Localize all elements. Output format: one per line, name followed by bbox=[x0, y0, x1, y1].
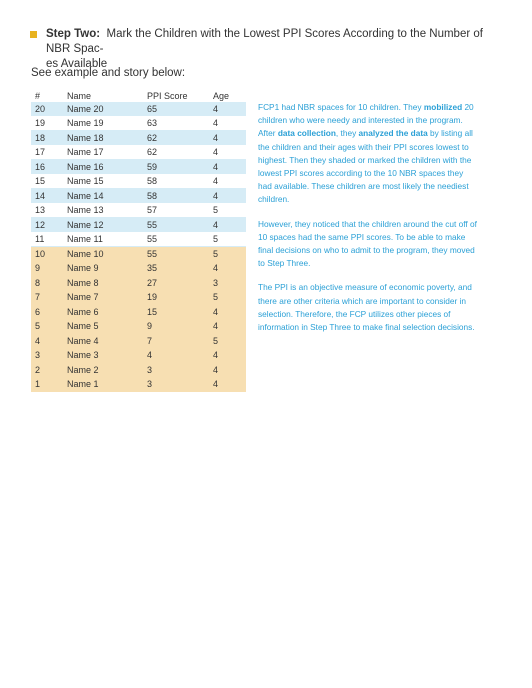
row-number: 7 bbox=[31, 290, 63, 305]
step-description-line1: Mark the Children with the Lowest PPI Scores According to the Number of NBR Spac- bbox=[46, 28, 483, 55]
table-body bbox=[31, 102, 246, 392]
row-name: Name 8 bbox=[63, 276, 143, 291]
row-age: 4 bbox=[209, 319, 246, 334]
row-ppi-score: 63 bbox=[143, 116, 209, 131]
row-number: 9 bbox=[31, 261, 63, 276]
story-paragraph-3: The PPI is an objective measure of economic poverty, and there are other criteria which are important to consider in selection. Therefore, the FCP utilizes other pieces of information in Step Three to make final selection decisions. bbox=[258, 282, 475, 333]
row-age: 4 bbox=[209, 363, 246, 378]
row-name: Name 16 bbox=[63, 160, 143, 175]
row-name: Name 9 bbox=[63, 261, 143, 276]
square-bullet-icon bbox=[30, 31, 37, 38]
row-ppi-score: 58 bbox=[143, 189, 209, 204]
header-name: Name bbox=[67, 91, 92, 101]
row-ppi-score: 3 bbox=[143, 363, 209, 378]
row-number: 3 bbox=[31, 348, 63, 363]
row-ppi-score: 57 bbox=[143, 203, 209, 218]
table-row bbox=[31, 290, 246, 305]
row-age: 4 bbox=[209, 102, 246, 116]
story-run: by listing all the children and their ages with their PPI scores lowest to highest. Then they shaded or marked the children with the lowest PPI scores according to the 10 NBR spaces they had available. These children are most likely the neediest children. bbox=[258, 128, 473, 205]
row-ppi-score: 9 bbox=[143, 319, 209, 334]
header-number: # bbox=[35, 91, 41, 101]
row-ppi-score: 55 bbox=[143, 247, 209, 262]
table-row bbox=[31, 189, 246, 204]
table-row bbox=[31, 261, 246, 276]
table-row bbox=[31, 247, 246, 262]
row-name: Name 12 bbox=[63, 218, 143, 233]
row-number: 15 bbox=[31, 174, 63, 189]
table-row bbox=[31, 218, 246, 233]
row-ppi-score: 4 bbox=[143, 348, 209, 363]
story-emphasis: analyzed the data bbox=[358, 128, 428, 139]
step-two-heading bbox=[30, 27, 500, 72]
table-row bbox=[31, 276, 246, 291]
row-ppi-score: 58 bbox=[143, 174, 209, 189]
row-age: 4 bbox=[209, 116, 246, 131]
row-ppi-score: 15 bbox=[143, 305, 209, 320]
row-age: 4 bbox=[209, 145, 246, 160]
table-row bbox=[31, 319, 246, 334]
header-age: Age bbox=[213, 91, 230, 101]
row-number: 14 bbox=[31, 189, 63, 204]
table-row bbox=[31, 363, 246, 378]
row-age: 4 bbox=[209, 305, 246, 320]
row-ppi-score: 19 bbox=[143, 290, 209, 305]
table-row bbox=[31, 334, 246, 349]
row-name: Name 5 bbox=[63, 319, 143, 334]
row-number: 17 bbox=[31, 145, 63, 160]
row-ppi-score: 55 bbox=[143, 218, 209, 233]
row-name: Name 18 bbox=[63, 131, 143, 146]
row-age: 3 bbox=[209, 276, 246, 291]
row-name: Name 15 bbox=[63, 174, 143, 189]
row-age: 4 bbox=[209, 174, 246, 189]
table-row bbox=[31, 102, 246, 116]
table-row bbox=[31, 377, 246, 392]
story-run: 20 children who were needy and interested in the program. After bbox=[258, 102, 474, 139]
row-number: 4 bbox=[31, 334, 63, 349]
row-age: 5 bbox=[209, 290, 246, 305]
row-number: 1 bbox=[31, 377, 63, 392]
row-age: 5 bbox=[209, 334, 246, 349]
story-paragraph-2: However, they noticed that the children around the cut off of 10 spaces had the same PPI scores. To be able to make final decisions on who to admit to the program, they moved to Step Three. bbox=[258, 218, 477, 269]
row-number: 16 bbox=[31, 160, 63, 175]
table-row bbox=[31, 160, 246, 175]
story-run: FCP1 had NBR spaces for 10 children. They bbox=[258, 102, 424, 112]
table-row bbox=[31, 232, 246, 247]
row-ppi-score: 62 bbox=[143, 131, 209, 146]
row-number: 10 bbox=[31, 247, 63, 262]
row-number: 18 bbox=[31, 131, 63, 146]
row-number: 5 bbox=[31, 319, 63, 334]
story-emphasis: mobilized bbox=[423, 102, 463, 112]
row-age: 4 bbox=[209, 189, 246, 204]
row-age: 5 bbox=[209, 232, 246, 247]
row-ppi-score: 35 bbox=[143, 261, 209, 276]
row-ppi-score: 55 bbox=[143, 232, 209, 247]
row-number: 6 bbox=[31, 305, 63, 320]
row-age: 5 bbox=[209, 203, 246, 218]
step-two-text bbox=[46, 27, 500, 72]
row-name: Name 10 bbox=[63, 247, 143, 262]
table-header-row bbox=[31, 90, 246, 102]
story-text bbox=[258, 101, 478, 345]
row-number: 12 bbox=[31, 218, 63, 233]
step-description-line2: es Available bbox=[46, 58, 108, 70]
table-row bbox=[31, 116, 246, 131]
story-emphasis: data collection bbox=[277, 128, 336, 139]
row-number: 2 bbox=[31, 363, 63, 378]
story-paragraph-1 bbox=[258, 101, 478, 207]
row-ppi-score: 65 bbox=[143, 102, 209, 116]
row-age: 5 bbox=[209, 247, 246, 262]
row-name: Name 7 bbox=[63, 290, 143, 305]
story-run: , they bbox=[335, 128, 359, 139]
row-name: Name 4 bbox=[63, 334, 143, 349]
row-name: Name 13 bbox=[63, 203, 143, 218]
row-name: Name 6 bbox=[63, 305, 143, 320]
row-name: Name 17 bbox=[63, 145, 143, 160]
row-name: Name 3 bbox=[63, 348, 143, 363]
table-row bbox=[31, 203, 246, 218]
row-number: 19 bbox=[31, 116, 63, 131]
row-ppi-score: 59 bbox=[143, 160, 209, 175]
row-ppi-score: 62 bbox=[143, 145, 209, 160]
row-name: Name 2 bbox=[63, 363, 143, 378]
row-age: 4 bbox=[209, 160, 246, 175]
step-label: Step Two: bbox=[46, 28, 101, 40]
row-age: 4 bbox=[209, 261, 246, 276]
row-number: 11 bbox=[31, 232, 63, 247]
table-row bbox=[31, 131, 246, 146]
row-name: Name 11 bbox=[63, 232, 143, 247]
row-ppi-score: 7 bbox=[143, 334, 209, 349]
row-number: 20 bbox=[31, 102, 63, 116]
row-age: 4 bbox=[209, 218, 246, 233]
table-row bbox=[31, 174, 246, 189]
intro-text: See example and story below: bbox=[31, 67, 186, 79]
row-age: 4 bbox=[209, 348, 246, 363]
table-row bbox=[31, 348, 246, 363]
header-ppi-score: PPI Score bbox=[147, 91, 188, 101]
row-name: Name 19 bbox=[63, 116, 143, 131]
row-name: Name 20 bbox=[63, 102, 143, 116]
row-name: Name 1 bbox=[63, 377, 143, 392]
table-row bbox=[31, 145, 246, 160]
row-ppi-score: 27 bbox=[143, 276, 209, 291]
row-number: 13 bbox=[31, 203, 63, 218]
row-age: 4 bbox=[209, 377, 246, 392]
row-name: Name 14 bbox=[63, 189, 143, 204]
row-ppi-score: 3 bbox=[143, 377, 209, 392]
ppi-table bbox=[31, 90, 246, 392]
table-row bbox=[31, 305, 246, 320]
row-number: 8 bbox=[31, 276, 63, 291]
row-age: 4 bbox=[209, 131, 246, 146]
